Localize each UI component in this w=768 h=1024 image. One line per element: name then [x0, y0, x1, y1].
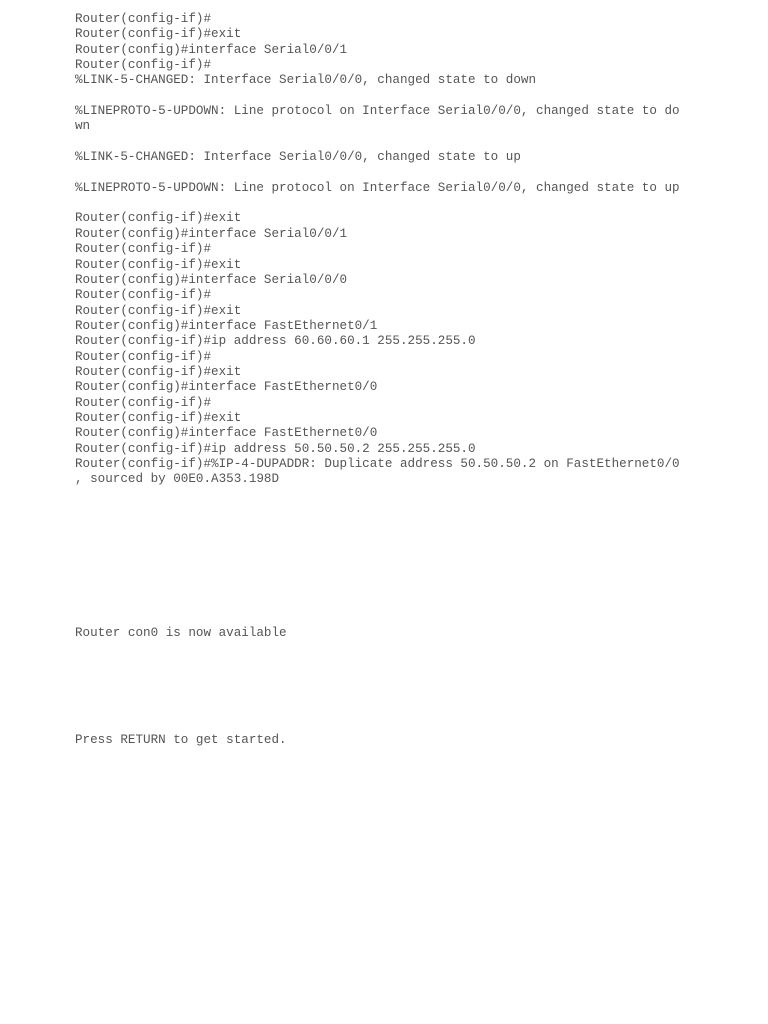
- terminal-line: %LINK-5-CHANGED: Interface Serial0/0/0, changed state to up: [75, 150, 521, 165]
- terminal-blank-line: [75, 549, 695, 564]
- terminal-blank-line: [75, 89, 695, 104]
- terminal-blank-line: [75, 580, 695, 595]
- terminal-line: %LINK-5-CHANGED: Interface Serial0/0/0, changed state to down: [75, 73, 537, 88]
- terminal-line: Router(config-if)#: [75, 242, 212, 257]
- terminal-line: %LINEPROTO-5-UPDOWN: Line protocol on Interface Serial0/0/0, changed state to up: [75, 180, 680, 195]
- terminal-line: Router(config-if)#%IP-4-DUPADDR: Duplicate address 50.50.50.2 on FastEthernet0/0: [75, 456, 680, 471]
- terminal-line: Router(config-if)#exit: [75, 211, 242, 226]
- terminal-line: Press RETURN to get started.: [75, 733, 287, 748]
- terminal-line: wn: [75, 119, 91, 134]
- terminal-line: Router(config-if)#exit: [75, 364, 242, 379]
- terminal-blank-line: [75, 672, 695, 687]
- terminal-line: Router(config-if)#: [75, 12, 212, 26]
- terminal-line: Router(config)#interface FastEthernet0/1: [75, 318, 378, 333]
- terminal-line: Router(config)#interface FastEthernet0/0: [75, 426, 378, 441]
- terminal-line: Router(config-if)#: [75, 349, 212, 364]
- terminal-output: [75, 12, 695, 749]
- terminal-blank-line: [75, 135, 695, 150]
- terminal-blank-line: [75, 595, 695, 610]
- terminal-blank-line: [75, 488, 695, 503]
- terminal-line: Router(config)#interface Serial0/0/0: [75, 272, 348, 287]
- terminal-line: Router(config-if)#: [75, 395, 212, 410]
- terminal-blank-line: [75, 503, 695, 518]
- terminal-blank-line: [75, 702, 695, 717]
- terminal-line: Router(config-if)#exit: [75, 27, 242, 42]
- terminal-line: Router(config-if)#exit: [75, 410, 242, 425]
- terminal-line: Router(config)#interface FastEthernet0/0: [75, 380, 378, 395]
- terminal-line: Router(config)#interface Serial0/0/1: [75, 42, 348, 57]
- terminal-line: Router(config-if)#: [75, 288, 212, 303]
- terminal-line: Router(config-if)#exit: [75, 303, 242, 318]
- terminal-line: Router(config-if)#: [75, 58, 212, 73]
- terminal-blank-line: [75, 564, 695, 579]
- terminal-line: Router(config-if)#ip address 50.50.50.2 255.255.255.0: [75, 441, 476, 456]
- terminal-blank-line: [75, 518, 695, 533]
- terminal-blank-line: [75, 196, 695, 211]
- terminal-line: Router(config)#interface Serial0/0/1: [75, 226, 348, 241]
- terminal-line: Router(config-if)#ip address 60.60.60.1 255.255.255.0: [75, 334, 476, 349]
- terminal-blank-line: [75, 165, 695, 180]
- terminal-blank-line: [75, 641, 695, 656]
- terminal-line: %LINEPROTO-5-UPDOWN: Line protocol on Interface Serial0/0/0, changed state to do: [75, 104, 680, 119]
- terminal-blank-line: [75, 610, 695, 625]
- terminal-blank-line: [75, 656, 695, 671]
- terminal-blank-line: [75, 718, 695, 733]
- terminal-blank-line: [75, 534, 695, 549]
- terminal-blank-line: [75, 687, 695, 702]
- terminal-line: Router con0 is now available: [75, 625, 287, 640]
- terminal-line: , sourced by 00E0.A353.198D: [75, 472, 280, 487]
- terminal-line: Router(config-if)#exit: [75, 257, 242, 272]
